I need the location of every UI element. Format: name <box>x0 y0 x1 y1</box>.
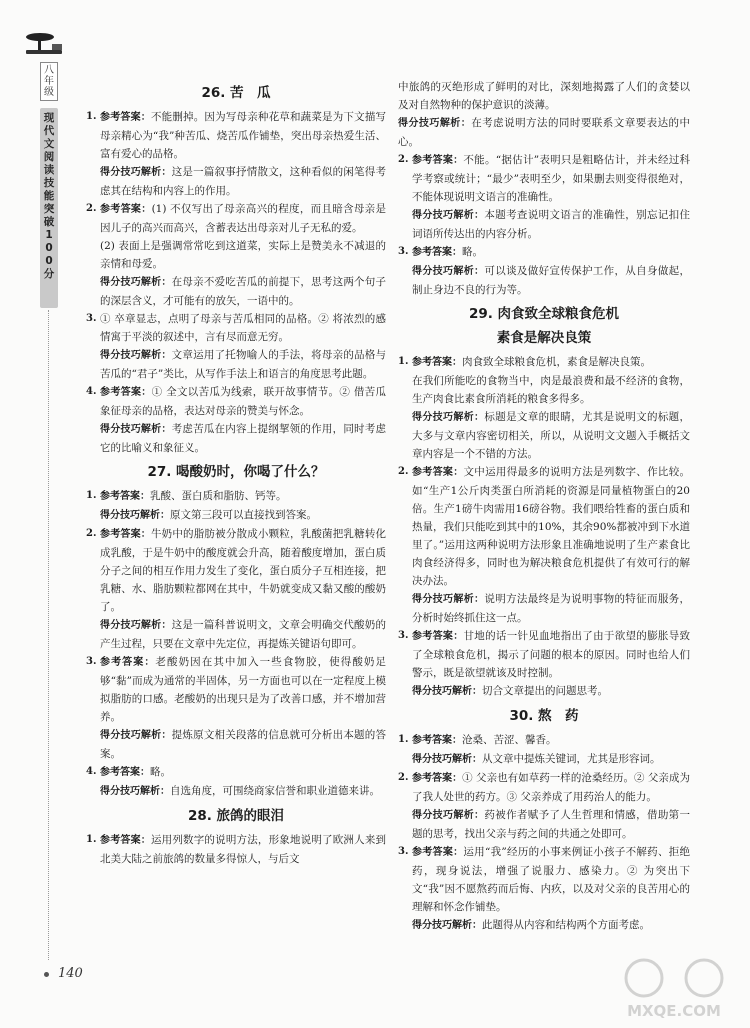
answer-text: 略。 <box>462 246 483 258</box>
answer-label: 参考答案： <box>100 387 152 398</box>
analysis-paragraph <box>86 420 386 457</box>
item-number: 1. <box>398 734 409 745</box>
answer-text: 甘地的话一针见血地指出了由于欲望的膨胀导致了全球粮食危机，揭示了问题的根本的原因。同时也给人们警示，既是欲望就该及时控制。 <box>412 630 690 679</box>
grade-label: 八年级 <box>40 62 58 101</box>
answer-text: 运用列数字的说明方法，形象地说明了欧洲人来到北美大陆之前旅鸽的数量多得惊人，与后文 <box>100 834 387 865</box>
answer-text: 此题得从内容和结构两个方面考虑。 <box>482 919 650 931</box>
analysis-paragraph <box>398 682 690 701</box>
analysis-paragraph <box>398 262 690 299</box>
answer-item <box>398 769 690 806</box>
item-number: 1. <box>86 834 97 845</box>
answer-text: (1) 不仅写出了母亲高兴的程度，而且暗含母亲是因儿子的高兴而高兴，含蓄表达出母亲对儿子无私的爱。 <box>100 203 386 234</box>
answer-label: 参考答案： <box>412 155 464 166</box>
section-title: 29. 肉食致全球粮食危机 <box>468 306 620 322</box>
item-number: 1. <box>86 111 97 122</box>
answer-item <box>86 653 386 726</box>
analysis-paragraph <box>398 78 690 114</box>
page-number: 140 <box>58 966 83 981</box>
answer-label: 参考答案： <box>100 204 152 215</box>
answer-text: 乳酸、蛋白质和脂肪、钙等。 <box>150 490 287 502</box>
item-number: 2. <box>398 466 409 477</box>
item-number: 3. <box>86 656 97 667</box>
answer-text: ① 卒章显志，点明了母亲与苦瓜相同的品格。② 将浓烈的感情寓于平淡的叙述中，言有尽而意无穷。 <box>100 313 386 343</box>
answer-text: 牛奶中的脂肪被分散成小颗粒，乳酸菌把乳糖转化成乳酸，于是牛奶中的酸度就会升高，随着酸度增加，蛋白质分子之间的相互作用力发生了变化，蛋白质分子互相连接，把乳糖、水、脂肪颗粒都网在其中，牛奶就变成又黏又酸的酸奶了。 <box>100 528 387 613</box>
answer-item <box>86 108 386 163</box>
analysis-paragraph <box>398 408 690 463</box>
answer-text: 文章运用了托物喻人的手法，将母亲的品格与苦瓜的“君子”类比，从写作手法上和语言的角度思考此题。 <box>100 349 387 380</box>
answer-text: 中旅鸽的灭绝形成了鲜明的对比，深刻地揭露了人们的贪婪以及对自然物种的保护意识的淡薄。 <box>398 81 690 111</box>
answer-label: 得分技巧解析： <box>100 730 172 741</box>
answer-label: 参考答案： <box>100 657 156 668</box>
item-number: 3. <box>86 313 97 324</box>
answer-item <box>398 353 690 372</box>
analysis-paragraph <box>398 806 690 843</box>
answer-text: 药被作者赋予了人生哲理和情感，借助第一题的思考，找出父亲与药之间的共通之处即可。 <box>412 809 691 840</box>
answer-label: 得分技巧解析： <box>412 412 485 423</box>
answer-item <box>398 151 690 206</box>
analysis-paragraph <box>398 750 690 769</box>
section-subtitle: 素食是解决良策 <box>496 330 592 346</box>
answer-label: 参考答案： <box>412 467 464 478</box>
answer-label: 得分技巧解析： <box>412 266 485 277</box>
answer-text: 这是一篇科普说明文，文章会明确交代酸奶的产生过程，只要在文章中先定位，再提炼关键语句即可。 <box>100 619 387 650</box>
answer-text: 运用“我”经历的小事来例证小孩子不解药、拒绝药，现身说法，增强了说服力、感染力。② 为突出下文“我”因不愿熬药而后悔、内疚，以及对父亲的良苦用心的理解和怀念作铺垫。 <box>412 846 690 913</box>
answer-label: 参考答案： <box>412 631 464 642</box>
answer-label: 得分技巧解析： <box>100 277 172 288</box>
answer-label: 得分技巧解析： <box>398 118 472 129</box>
answer-text: 在母亲不爱吃苦瓜的前提下，思考这两个句子的深层含义，才可能有的放矢，一语中的。 <box>100 276 387 307</box>
answer-text: 考虑苦瓜在内容上提纲挈领的作用，同时考虑它的比喻义和象征义。 <box>100 423 387 454</box>
analysis-paragraph <box>398 372 690 408</box>
answer-text: 自选角度，可围绕商家信誉和职业道德来讲。 <box>170 785 380 797</box>
page-marker <box>44 972 49 977</box>
answer-text: (2) 表面上是强调常常吃到这道菜，实际上是赞美永不减退的亲情和母爱。 <box>100 240 386 270</box>
answer-text: 不能删掉。因为写母亲种花草和蔬菜是为下文描写母亲精心为“我”种苦瓜、烧苦瓜作铺垫，突出母亲热爱生活、富有爱心的品格。 <box>100 111 387 160</box>
answer-text: ① 全文以苦瓜为线索，联开故事情节。② 借苦瓜象征母亲的品格，表达对母亲的赞美与怀念。 <box>100 386 386 417</box>
analysis-paragraph <box>398 114 690 151</box>
answer-text: 从文章中提炼关键词，尤其是形容词。 <box>482 753 661 765</box>
item-number: 3. <box>398 846 409 857</box>
answer-label: 参考答案： <box>412 735 462 746</box>
analysis-paragraph <box>86 346 386 383</box>
item-number: 2. <box>398 772 409 783</box>
analysis-paragraph <box>86 273 386 310</box>
margin-divider <box>48 310 50 960</box>
analysis-paragraph <box>86 616 386 653</box>
answer-item <box>86 487 386 506</box>
desk-lamp-icon <box>22 32 66 58</box>
answer-item <box>86 383 386 420</box>
answer-label: 得分技巧解析： <box>412 686 482 697</box>
section-title: 27. 喝酸奶时，你喝了什么？ <box>147 464 325 480</box>
answer-label: 得分技巧解析： <box>412 210 485 221</box>
item-number: 3. <box>398 246 409 257</box>
answer-text: 原文第三段可以直接找到答案。 <box>170 509 317 521</box>
answer-text: 老酸奶因在其中加入一些食物胶，使得酸奶足够“黏”而成为通常的半固体，另一方面也可以在一定程度上模拟脂肪的口感。老酸奶的出现只是为了改善口感，并不增加营养。 <box>100 656 387 723</box>
analysis-paragraph <box>86 237 386 273</box>
answer-label: 参考答案： <box>412 773 463 784</box>
answer-text: 这是一篇叙事抒情散文，这种看似的闲笔得考虑其在结构和内容上的作用。 <box>100 166 387 197</box>
answer-label: 得分技巧解析： <box>100 510 170 521</box>
answer-label: 参考答案： <box>100 112 151 123</box>
analysis-paragraph <box>86 163 386 200</box>
answer-text: 在我们所能吃的食物当中，肉是最浪费和最不经济的食物，生产肉食比素食所消耗的粮食多得多。 <box>412 375 690 405</box>
answer-label: 得分技巧解析： <box>412 920 482 931</box>
answer-text: 文中运用得最多的说明方法是列数字、作比较。如“生产1公斤肉类蛋白所消耗的资源是同量植物蛋白的20倍。生产1磅牛肉需用16磅谷物。我们喂给牲畜的蛋白质和热量，我们只能吃到其中的10%，其余90%都被冲到下水道里了。”运用这两种说明方法形象且准确地说明了生产素食比肉食经济得多，同时也为解决粮食危机提供了有效可行的解决办法。 <box>412 466 690 587</box>
analysis-paragraph <box>398 916 690 935</box>
analysis-paragraph <box>398 590 690 627</box>
answer-label: 得分技巧解析： <box>412 594 485 605</box>
answer-label: 得分技巧解析： <box>412 810 485 821</box>
answer-label: 参考答案： <box>100 491 150 502</box>
answer-text: 切合文章提出的问题思考。 <box>482 685 608 697</box>
series-title: 现代文阅读技能突破100分 <box>43 112 55 280</box>
item-number: 1. <box>86 490 97 501</box>
answer-text: 提炼原文相关段落的信息就可分析出本题的答案。 <box>100 729 387 760</box>
answer-text: ① 父亲也有如草药一样的沧桑经历。② 父亲成为了我人处世的药方。③ 父亲养成了用药治人的能力。 <box>412 772 690 803</box>
answer-label: 得分技巧解析： <box>100 167 172 178</box>
analysis-paragraph <box>86 726 386 763</box>
answer-text: 标题是文章的眼睛，尤其是说明文的标题，大多与文章内容密切相关，所以，从说明文文题入手概括文章内容是一个不错的方法。 <box>412 411 691 460</box>
answer-text: 不能。“据估计”表明只是粗略估计，并未经过科学考察或统计；“最少”表明至少，如果删去则变得很绝对，不能体现说明文语言的准确性。 <box>412 154 690 203</box>
section-title: 30. 熬 药 <box>509 708 579 724</box>
answer-text: 本题考查说明文语言的准确性，别忘记扣住词语所传达出的内容分析。 <box>412 209 691 240</box>
answer-text: 肉食致全球粮食危机，素食是解决良策。 <box>462 356 651 368</box>
answer-label: 参考答案： <box>100 529 151 540</box>
item-number: 2. <box>86 528 97 539</box>
answer-label: 得分技巧解析： <box>412 754 482 765</box>
item-number: 2. <box>86 203 97 214</box>
item-number: 3. <box>398 630 409 641</box>
answer-label: 参考答案： <box>412 357 462 368</box>
section-title: 26. 苦 瓜 <box>201 85 271 101</box>
item-number: 4. <box>86 386 97 397</box>
answer-item <box>86 763 386 782</box>
answer-label: 参考答案： <box>412 247 462 258</box>
answer-label: 得分技巧解析： <box>100 424 172 435</box>
answer-text: 略。 <box>150 766 171 778</box>
answer-text: 在考虑说明方法的同时要联系文章要表达的中心。 <box>398 117 691 148</box>
left-column <box>86 78 386 868</box>
answer-text: 沧桑、苦涩、馨香。 <box>462 734 557 746</box>
analysis-paragraph <box>86 782 386 801</box>
answer-item <box>398 463 690 590</box>
analysis-paragraph <box>398 206 690 243</box>
svg-text:MXQE.COM: MXQE.COM <box>627 1002 721 1020</box>
item-number: 1. <box>398 356 409 367</box>
answer-item <box>398 243 690 262</box>
answer-item <box>86 310 386 346</box>
analysis-paragraph <box>86 506 386 525</box>
answer-label: 得分技巧解析： <box>100 786 170 797</box>
answer-text: 说明方法最终是为说明事物的特征而服务，分析时始终抓住这一点。 <box>412 593 691 624</box>
section-title: 28. 旅鸽的眼泪 <box>187 808 285 824</box>
side-margin <box>0 0 72 1028</box>
answer-label: 参考答案： <box>100 767 150 778</box>
answer-item <box>86 831 386 868</box>
item-number: 4. <box>86 766 97 777</box>
answer-text: 可以谈及做好宣传保护工作，从自身做起，制止身边不良的行为等。 <box>412 265 691 296</box>
answer-item <box>86 200 386 237</box>
answer-label: 参考答案： <box>100 835 151 846</box>
answer-item <box>398 843 690 916</box>
right-column <box>398 78 690 935</box>
answer-item <box>398 731 690 750</box>
answer-item <box>398 627 690 682</box>
answer-label: 参考答案： <box>412 847 464 858</box>
item-number: 2. <box>398 154 409 165</box>
watermark-logo <box>604 952 744 1022</box>
answer-item <box>86 525 386 616</box>
answer-label: 得分技巧解析： <box>100 350 172 361</box>
answer-label: 得分技巧解析： <box>100 620 172 631</box>
